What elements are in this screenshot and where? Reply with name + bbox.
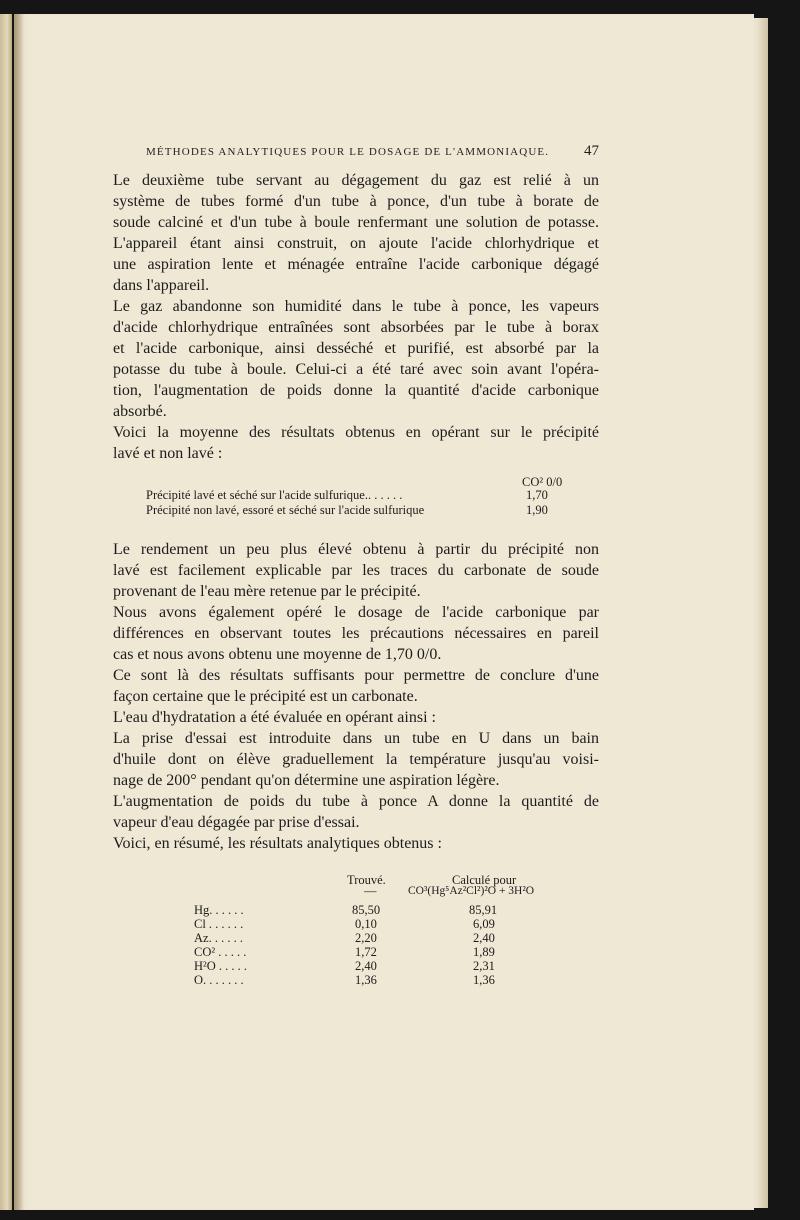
text-line: une aspiration lente et ménagée entraîne l'acide carbonique dégagé <box>113 256 599 273</box>
text-line: Voici la moyenne des résultats obtenus en opérant sur le précipité <box>113 424 599 441</box>
row-label: CO² . . . . . <box>194 945 247 959</box>
column-header-calc: Calculé pour <box>452 873 517 887</box>
text-line: La prise d'essai est introduite dans un tube en U dans un bain <box>113 730 599 747</box>
text-line: soude calciné et d'un tube à boule renfermant une solution de potasse. <box>113 214 599 231</box>
row-calc: 2,31 <box>473 959 495 973</box>
table-row-label: Précipité non lavé, essoré et séché sur l'acide sulfurique <box>146 503 425 517</box>
text-line: façon certaine que le précipité est un carbonate. <box>113 688 418 705</box>
running-head: MÉTHODES ANALYTIQUES POUR LE DOSAGE DE L'AMMONIAQUE. <box>146 146 550 158</box>
row-label: Az. . . . . . <box>194 931 243 945</box>
text-line: lavé est facilement explicable par les traces du carbonate de soude <box>113 562 599 579</box>
text-line: Le deuxième tube servant au dégagement du gaz est relié à un <box>113 172 599 189</box>
page-gutter <box>14 14 24 1210</box>
paragraph-6 <box>113 602 599 665</box>
row-found: 2,20 <box>355 931 377 945</box>
text-line: tion, l'augmentation de poids donne la quantité d'acide carbonique <box>113 382 599 399</box>
text-line: système de tubes formé d'un tube à ponce, d'un tube à borate de <box>113 193 599 210</box>
text-line: différences en observant toutes les précautions nécessaires en pareil <box>113 625 599 642</box>
row-calc: 1,36 <box>473 973 495 987</box>
paragraph-5 <box>113 539 599 602</box>
body-text-top <box>113 170 599 464</box>
text-line: dans l'appareil. <box>113 277 210 294</box>
row-found: 85,50 <box>352 903 381 917</box>
row-label: Cl . . . . . . <box>194 917 244 931</box>
paragraph-8 <box>113 707 599 728</box>
text-line: Le gaz abandonne son humidité dans le tube à ponce, les vapeurs <box>113 298 599 315</box>
body-text-bottom <box>113 539 599 854</box>
text-line: nage de 200° pendant qu'on détermine une aspiration légère. <box>113 772 500 789</box>
table-header-co2: CO² 0/0 <box>522 475 563 489</box>
left-page-edge <box>0 14 12 1210</box>
paragraph-4 <box>113 422 599 464</box>
paragraph-3 <box>113 296 599 422</box>
text-line: cas et nous avons obtenu une moyenne de 1,70 0/0. <box>113 646 442 663</box>
text-line: Voici, en résumé, les résultats analytiques obtenus : <box>113 835 442 852</box>
paragraph-11 <box>113 833 599 854</box>
column-header-formula: CO³(Hg⁵Az²Cl²)²O + 3H²O <box>408 885 535 897</box>
text-line: et l'acide carbonique, ainsi desséché et purifié, est absorbé par la <box>113 340 599 357</box>
text-line: provenant de l'eau mère retenue par le précipité. <box>113 583 421 600</box>
row-found: 2,40 <box>355 959 377 973</box>
paragraph-10 <box>113 791 599 833</box>
text-line: Ce sont là des résultats suffisants pour permettre de conclure d'une <box>113 667 599 684</box>
text-line: d'acide chlorhydrique entraînées sont absorbées par le tube à borax <box>113 319 599 336</box>
text-line: Le rendement un peu plus élevé obtenu à partir du précipité non <box>113 541 599 558</box>
row-calc: 6,09 <box>473 917 495 931</box>
paragraph-2 <box>113 233 599 296</box>
paragraph-1 <box>113 170 599 233</box>
text-line: L'appareil étant ainsi construit, on ajoute l'acide chlorhydrique et <box>113 235 599 252</box>
table-row-value: 1,70 <box>526 488 548 502</box>
text-line: Nous avons également opéré le dosage de l'acide carbonique par <box>113 604 599 621</box>
paragraph-7 <box>113 665 599 707</box>
table-row-label: Précipité lavé et séché sur l'acide sulfurique.. . . . . . <box>146 488 403 502</box>
row-calc: 2,40 <box>473 931 495 945</box>
column-header-dash: — <box>364 884 377 898</box>
row-label: H²O . . . . . <box>194 959 248 973</box>
column-header-found: Trouvé. <box>347 873 386 887</box>
text-line: d'huile dont on élève graduellement la température jusqu'au voisi- <box>113 751 599 768</box>
text-line: vapeur d'eau dégagée par prise d'essai. <box>113 814 360 831</box>
text-line: potasse du tube à boule. Celui-ci a été taré avec soin avant l'opéra- <box>113 361 599 378</box>
page-number: 47 <box>584 143 599 159</box>
row-label: Hg. . . . . . <box>194 903 244 917</box>
row-calc: 85,91 <box>469 903 498 917</box>
text-line: lavé et non lavé : <box>113 445 223 462</box>
paragraph-9 <box>113 728 599 791</box>
text-line: L'eau d'hydratation a été évaluée en opérant ainsi : <box>113 709 436 726</box>
row-found: 1,36 <box>355 973 377 987</box>
text-line: L'augmentation de poids du tube à ponce A donne la quantité de <box>113 793 599 810</box>
row-found: 0,10 <box>355 917 377 931</box>
row-found: 1,72 <box>355 945 377 959</box>
text-line: absorbé. <box>113 403 167 420</box>
table-row-value: 1,90 <box>526 503 548 517</box>
row-label: O. . . . . . . <box>194 973 244 987</box>
row-calc: 1,89 <box>473 945 495 959</box>
